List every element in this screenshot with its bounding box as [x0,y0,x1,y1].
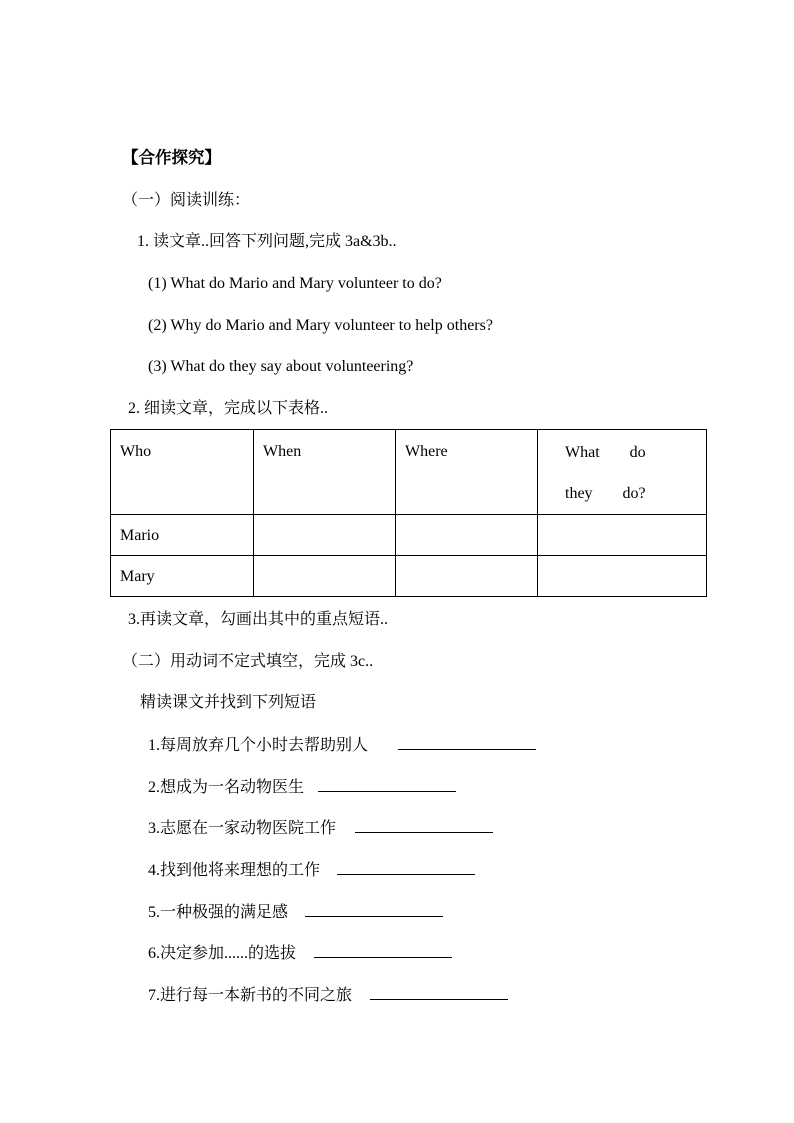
cell-where-mario[interactable] [396,515,538,556]
answer-blank[interactable] [318,777,456,792]
section-title: 【合作探究】 [122,148,221,167]
question-3: (3) What do they say about volunteering? [148,358,414,375]
part2-heading: （二）用动词不定式填空，完成 3c.. [122,653,374,670]
part1-heading: （一）阅读训练： [122,192,251,209]
answer-blank[interactable] [398,735,536,750]
phrase-text: 5.一种极强的满足感 [148,904,289,921]
phrase-text: 7.进行每一本新书的不同之旅 [148,987,353,1004]
cell-what-mario[interactable] [538,515,707,556]
info-table [110,429,707,597]
task3-label: 3.再读文章，勾画出其中的重点短语.. [128,611,389,628]
phrase-item [148,943,452,964]
answer-blank[interactable] [337,860,475,875]
task2-label: 2. 细读文章，完成以下表格.. [128,400,329,417]
header-what: What do they do? [565,444,646,502]
row-who-mary: Mary [120,568,155,585]
table-row [111,556,707,597]
row-who-mario: Mario [120,527,160,544]
phrase-item [148,777,456,798]
phrase-text: 4.找到他将来理想的工作 [148,862,321,879]
question-2: (2) Why do Mario and Mary volunteer to help others? [148,317,493,334]
answer-blank[interactable] [314,943,452,958]
answer-blank[interactable] [355,818,493,833]
task1-label: 1. 读文章..回答下列问题,完成 3a&3b.. [137,233,397,250]
phrase-item [148,860,475,881]
answer-blank[interactable] [305,902,443,917]
table-header-row [111,430,707,515]
header-where: Where [405,443,448,460]
header-who: Who [120,443,152,460]
header-when: When [263,443,302,460]
phrase-item [148,902,443,923]
cell-when-mario[interactable] [254,515,396,556]
phrase-text: 2.想成为一名动物医生 [148,779,305,796]
phrase-text: 1.每周放弃几个小时去帮助别人 [148,737,369,754]
answer-blank[interactable] [370,985,508,1000]
phrase-item [148,735,536,756]
question-1: (1) What do Mario and Mary volunteer to do? [148,275,442,292]
table-row [111,515,707,556]
cell-when-mary[interactable] [254,556,396,597]
phrase-item [148,985,508,1006]
cell-what-mary[interactable] [538,556,707,597]
cell-where-mary[interactable] [396,556,538,597]
phrase-item [148,818,493,839]
part2-intro: 精读课文并找到下列短语 [140,694,317,711]
phrase-text: 3.志愿在一家动物医院工作 [148,820,337,837]
phrase-text: 6.决定参加......的选拔 [148,945,297,962]
